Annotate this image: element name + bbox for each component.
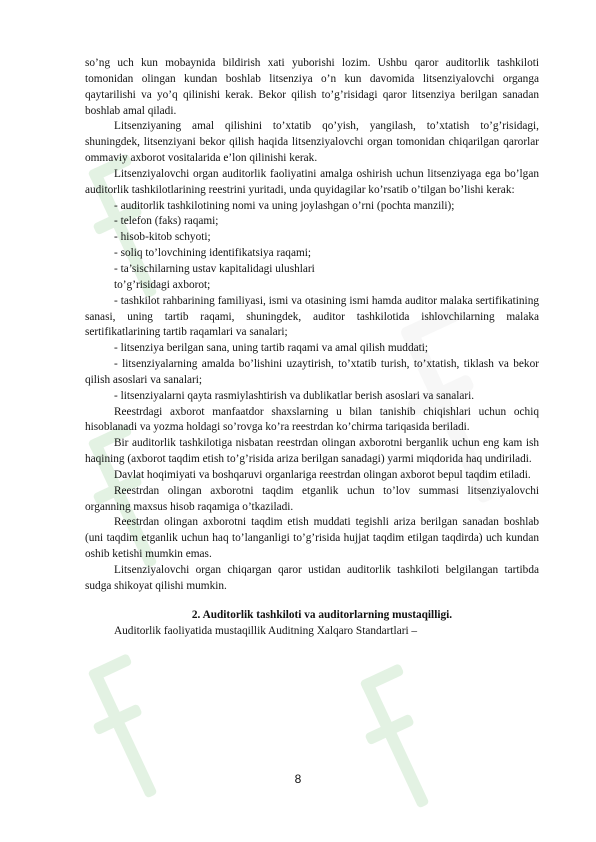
paragraph: Reestrdan olingan axborotni taqdim etganlik uchun to’lov summasi litsenziyalovchi organning maxsus hisob raqamiga o’tkaziladi. [85, 484, 539, 513]
paragraph: Litsenziyalovchi organ chiqargan qaror ustidan auditorlik tashkiloti belgilangan tartibda sudga shikoyat qilishi mumkin. [85, 564, 539, 592]
list-item: - litsenziya berilgan sana, uning tartib raqami va amal qilish muddati; [114, 342, 429, 355]
paragraph: Litsenziyalovchi organ auditorlik faoliyatini amalga oshirish uchun litsenziyaga ega bo’lgan auditorlik tashkilotlarining reestrini yuritadi, unda quyidagilar ko’rsatib o’tilgan bo’lishi kerak: [85, 167, 539, 196]
paragraph: - litsenziyalarni qayta rasmiylashtirish va dublikatlar berish asoslari va sanalari. [114, 389, 475, 402]
paragraph: Bir auditorlik tashkilotiga nisbatan reestrdan olingan axborotni berganlik uchun eng kam ish haqining (axborot taqdim etish to’g’risida ariza berilgan sanadagi) yarmi miqdorida haq undiriladi. [85, 437, 539, 466]
paragraph: Reestrdagi axborot manfaatdor shaxslarning u bilan tanishib chiqishlari uchun ochiq hisoblanadi va yozma holdagi so’rovga ko’ra reestrdan ko’chirma tariqasida beriladi. [85, 405, 539, 434]
list-item: - hisob-kitob schyoti; [114, 231, 211, 244]
list-item: - soliq to’lovchining identifikatsiya raqami; [114, 247, 312, 260]
watermark-logo-icon [360, 660, 440, 820]
watermark-logo-icon [88, 650, 168, 810]
paragraph: - tashkilot rahbarining familiyasi, ismi va otasining ismi hamda auditor malaka sertifikatining sanasi, uning tartib raqami, shuningdek, auditor tashkilotida ishlovchilarning malaka sertifikatlarining tartib raqamlari va sanalari; [85, 294, 539, 339]
paragraph: - litsenziyalarning amalda bo’lishini uzaytirish, to’xtatib turish, to’xtatish, tiklash va bekor qilish asoslari va sanalari; [85, 358, 539, 386]
list-item: - auditorlik tashkilotining nomi va uning joylashgan o’rni (pochta manzili); [114, 199, 455, 212]
body-text [85, 56, 539, 639]
paragraph: Auditorlik faoliyatida mustaqillik Auditning Xalqaro Standartlari – [114, 624, 418, 637]
paragraph: Reestrdan olingan axborotni taqdim etish muddati tegishli ariza berilgan sanadan boshlab (uni taqdim etganlik uchun haq to’langanligi to’g’risida hujjat taqdim etilgan taqdirda) uch kundan oshib ketishi mumkin emas. [85, 516, 539, 561]
list-item: - ta’sischilarning ustav kapitalidagi ulushlari [114, 262, 315, 275]
section-heading: 2. Auditorlik tashkiloti va auditorlarning mustaqilligi. [191, 608, 453, 621]
paragraph: Davlat hoqimiyati va boshqaruvi organlariga reestrdan olingan axborot bepul taqdim etiladi. [114, 468, 531, 481]
list-item: - telefon (faks) raqami; [114, 215, 219, 228]
paragraph: so’ng uch kun mobaynida bildirish xati yuborishi lozim. Ushbu qaror auditorlik tashkiloti tomonidan olingan kundan boshlab litsenziya o’n kun davomida litsenziyalovchi organga qaytarilishi va yo’q qilinishi kerak. Bekor qilish to’g’risidagi qaror litsenziya berilgan sanadan boshlab amal qiladi. [85, 57, 539, 117]
paragraph: Litsenziyaning amal qilishini to’xtatib qo’yish, yangilash, to’xtatish to’g’risidagi, shuningdek, litsenziyani bekor qilish haqida litsenziyalovchi organ tomonidan chiqarilgan qarorlar ommaviy axborot vositalarida e’lon qilinishi kerak. [85, 120, 539, 165]
list-item: to’g’risidagi axborot; [114, 278, 211, 291]
page-number: 8 [294, 772, 302, 786]
